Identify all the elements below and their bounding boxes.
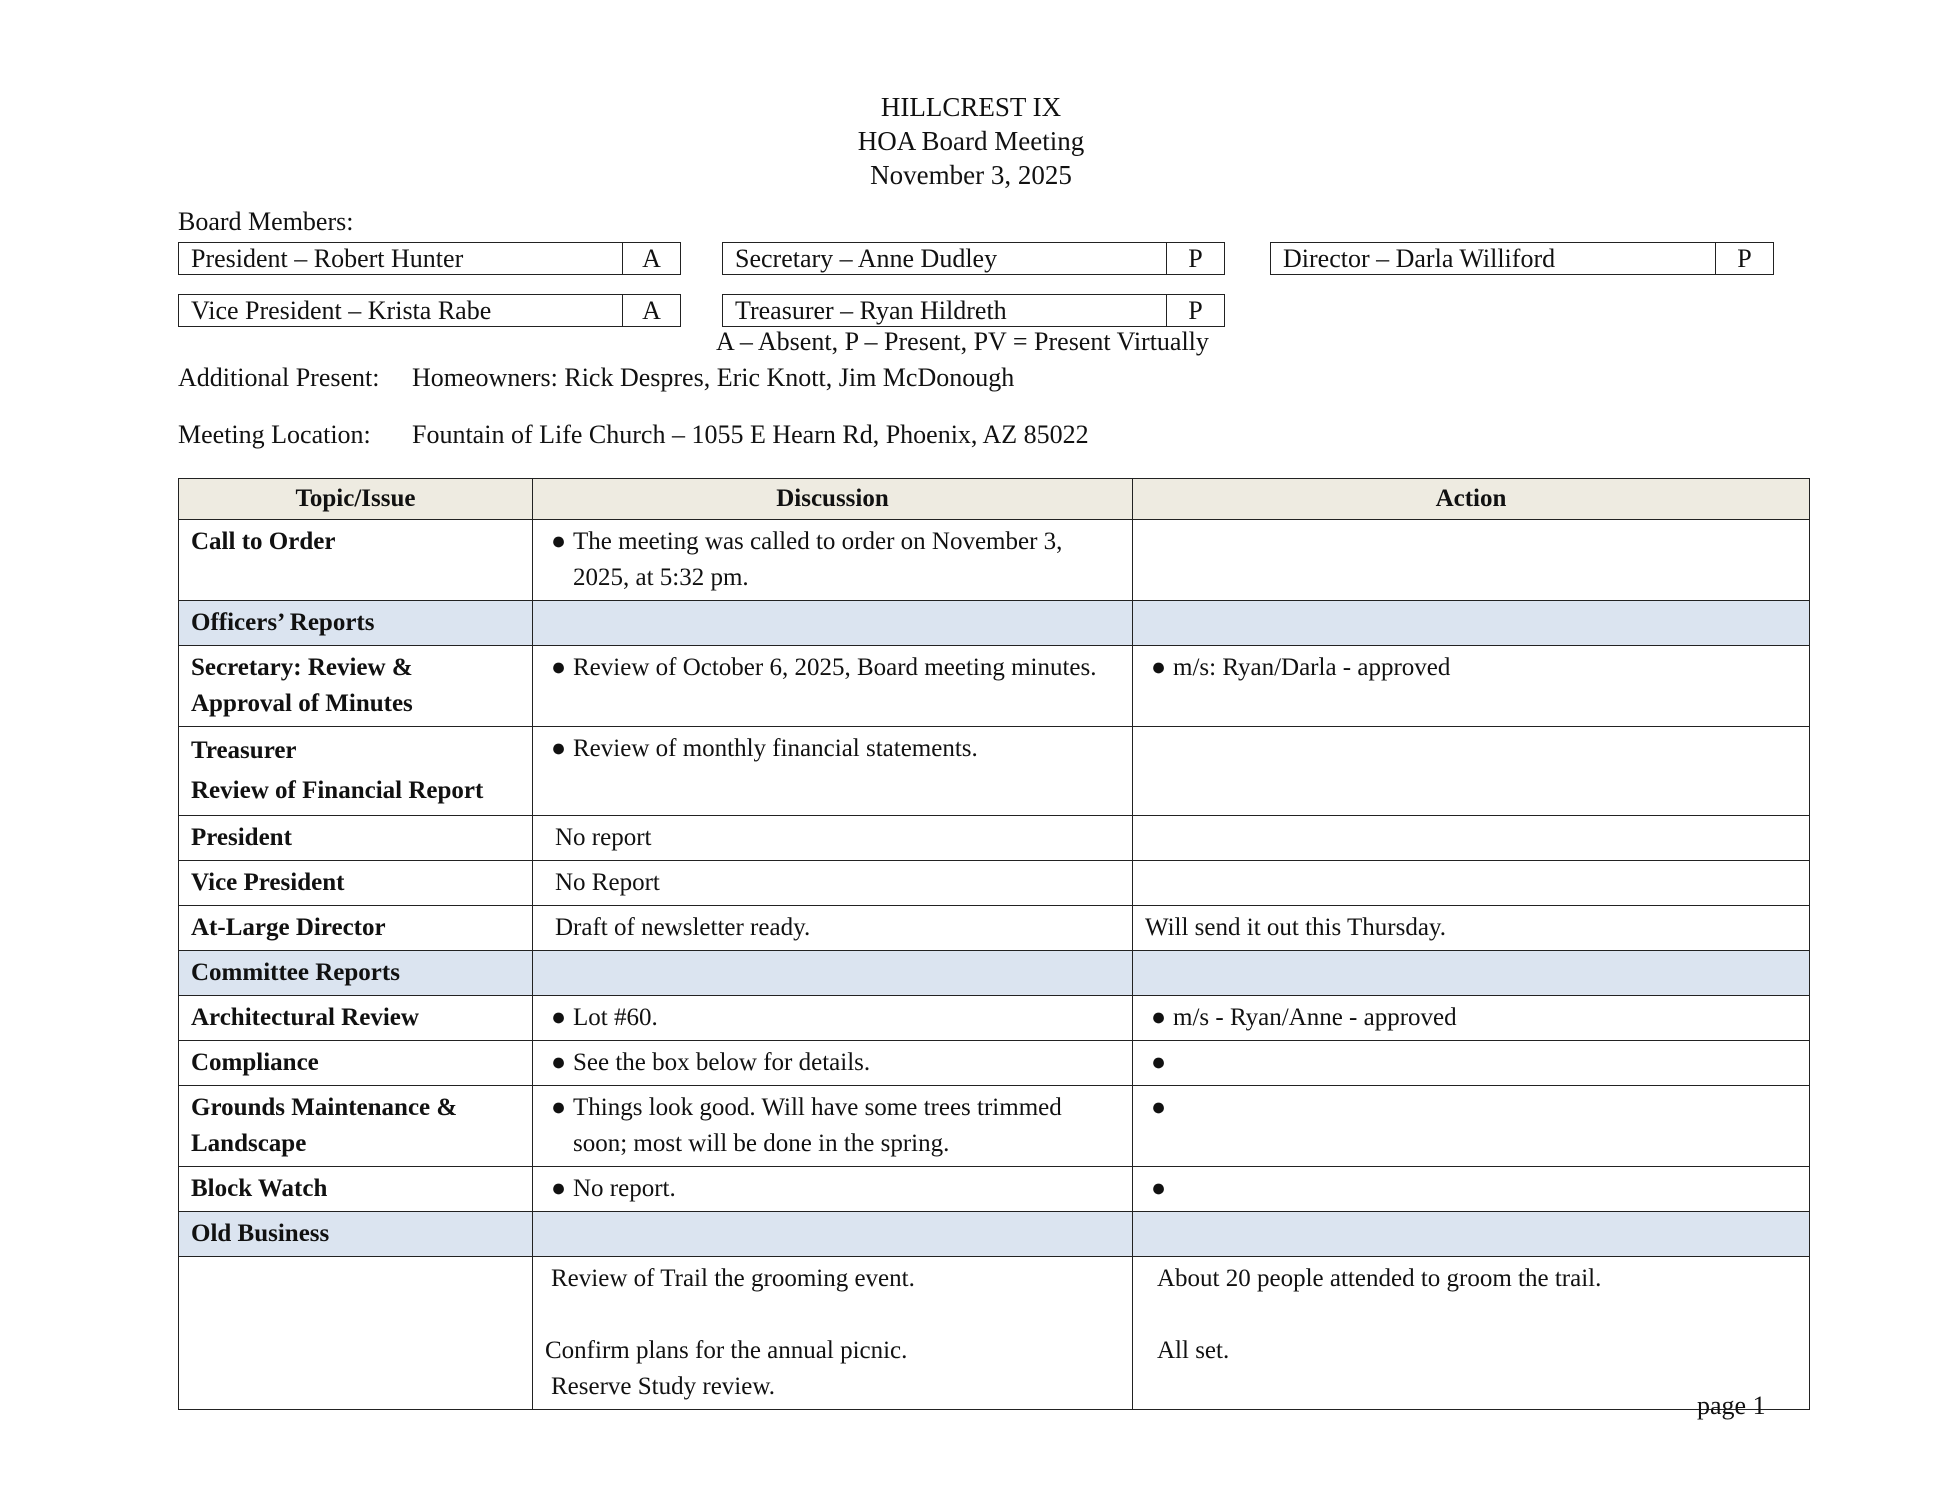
topic-cell: Vice President <box>179 861 533 906</box>
action-cell <box>1133 906 1810 951</box>
discussion-text: See the box below for details. <box>573 1049 871 1076</box>
action-cell <box>1133 727 1810 816</box>
bullet-icon: ● <box>551 1094 567 1121</box>
action-cell <box>1133 816 1810 861</box>
action-cell <box>1133 646 1810 727</box>
section-title: Old Business <box>179 1212 533 1257</box>
row-old-business-items <box>179 1257 1810 1410</box>
board-members-label: Board Members: <box>178 207 354 236</box>
discussion-cell <box>533 1041 1133 1086</box>
member-name: Vice President – Krista Rabe <box>179 295 623 326</box>
action-cell <box>1133 1167 1810 1212</box>
topic-line: Grounds Maintenance & <box>191 1094 458 1121</box>
bullet-icon: ● <box>1151 654 1167 681</box>
discussion-text: No Report <box>555 869 660 896</box>
topic-cell: At-Large Director <box>179 906 533 951</box>
discussion-text: Draft of newsletter ready. <box>555 914 811 941</box>
action-cell <box>1133 996 1810 1041</box>
discussion-cell <box>533 1167 1133 1212</box>
bullet-icon: ● <box>551 735 567 762</box>
member-status: P <box>1737 244 1752 273</box>
discussion-cell <box>533 1086 1133 1167</box>
member-name: Secretary – Anne Dudley <box>723 243 1167 274</box>
section-title: Officers’ Reports <box>179 601 533 646</box>
row-block-watch <box>179 1167 1810 1212</box>
empty-cell <box>1133 601 1810 646</box>
page-number: page 1 <box>1697 1391 1766 1420</box>
discussion-cell <box>533 996 1133 1041</box>
discussion-cell <box>533 1257 1133 1410</box>
bullet-icon: ● <box>551 1175 567 1202</box>
row-call-to-order <box>179 520 1810 601</box>
bullet-icon: ● <box>1151 1049 1167 1076</box>
topic-line: Treasurer <box>191 737 297 764</box>
header-topic: Topic/Issue <box>179 479 533 520</box>
action-cell <box>1133 1086 1810 1167</box>
action-text: About 20 people attended to groom the trail. <box>1157 1265 1602 1292</box>
row-secretary <box>179 646 1810 727</box>
topic-line: Secretary: Review & <box>191 654 413 681</box>
discussion-cell <box>533 520 1133 601</box>
member-name: Director – Darla Williford <box>1271 243 1716 274</box>
member-director <box>1270 242 1774 275</box>
meeting-location-label: Meeting Location: <box>178 420 371 449</box>
member-vice-president <box>178 294 681 327</box>
discussion-text: No report. <box>573 1175 676 1202</box>
empty-cell <box>533 951 1133 996</box>
topic-cell <box>179 1086 533 1167</box>
meeting-location-row <box>178 419 1089 451</box>
empty-cell <box>1133 951 1810 996</box>
topic-line: Landscape <box>191 1130 307 1157</box>
topic-cell: President <box>179 816 533 861</box>
discussion-text: Lot #60. <box>573 1004 658 1031</box>
action-cell <box>1133 520 1810 601</box>
discussion-text: Confirm plans for the annual picnic. <box>545 1337 908 1364</box>
bullet-icon: ● <box>551 654 567 681</box>
row-at-large-director <box>179 906 1810 951</box>
empty-cell <box>179 1257 533 1410</box>
attendance-legend: A – Absent, P – Present, PV = Present Virtually <box>716 327 1209 356</box>
additional-present-value: Homeowners: Rick Despres, Eric Knott, Jim McDonough <box>412 363 1015 392</box>
member-status: A <box>642 296 661 325</box>
empty-cell <box>1133 1212 1810 1257</box>
row-treasurer <box>179 727 1810 816</box>
discussion-text: No report <box>555 824 652 851</box>
section-title: Committee Reports <box>179 951 533 996</box>
minutes-table <box>178 478 1810 1410</box>
table-header-row <box>179 479 1810 520</box>
action-text: All set. <box>1157 1337 1230 1364</box>
meeting-location-value: Fountain of Life Church – 1055 E Hearn Rd, Phoenix, AZ 85022 <box>412 420 1089 449</box>
section-row-old-business <box>179 1212 1810 1257</box>
discussion-cell <box>533 646 1133 727</box>
discussion-cell <box>533 861 1133 906</box>
member-status: A <box>642 244 661 273</box>
action-text: m/s: Ryan/Darla - approved <box>1173 654 1451 681</box>
bullet-icon: ● <box>1151 1094 1167 1121</box>
discussion-text: Review of October 6, 2025, Board meeting minutes. <box>573 654 1097 681</box>
topic-cell: Architectural Review <box>179 996 533 1041</box>
topic-cell: Call to Order <box>179 520 533 601</box>
action-cell <box>1133 1257 1810 1410</box>
bullet-icon: ● <box>1151 1175 1167 1202</box>
discussion-text: Reserve Study review. <box>551 1373 776 1400</box>
bullet-icon: ● <box>551 1004 567 1031</box>
topic-cell: Block Watch <box>179 1167 533 1212</box>
discussion-text: The meeting was called to order on November 3, 2025, at 5:32 pm. <box>573 528 1063 591</box>
action-text: Will send it out this Thursday. <box>1145 914 1447 941</box>
topic-line: Review of Financial Report <box>191 777 484 804</box>
additional-present-row <box>178 362 1014 394</box>
section-row-officers <box>179 601 1810 646</box>
member-treasurer <box>722 294 1225 327</box>
empty-cell <box>533 601 1133 646</box>
empty-cell <box>533 1212 1133 1257</box>
topic-cell <box>179 727 533 816</box>
discussion-text: Things look good. Will have some trees trimmed soon; most will be done in the spring. <box>573 1094 1062 1157</box>
action-cell <box>1133 1041 1810 1086</box>
row-grounds <box>179 1086 1810 1167</box>
header-action: Action <box>1133 479 1810 520</box>
bullet-icon: ● <box>551 1049 567 1076</box>
additional-present-label: Additional Present: <box>178 363 380 392</box>
discussion-text: Review of Trail the grooming event. <box>551 1265 915 1292</box>
discussion-cell <box>533 906 1133 951</box>
member-status: P <box>1188 244 1203 273</box>
row-vice-president <box>179 861 1810 906</box>
member-president <box>178 242 681 275</box>
discussion-cell <box>533 816 1133 861</box>
member-status: P <box>1188 296 1203 325</box>
row-president <box>179 816 1810 861</box>
meeting-title: HOA Board Meeting <box>857 126 1085 156</box>
topic-cell: Compliance <box>179 1041 533 1086</box>
topic-cell <box>179 646 533 727</box>
discussion-cell <box>533 727 1133 816</box>
member-name: Treasurer – Ryan Hildreth <box>723 295 1167 326</box>
bullet-icon: ● <box>551 528 567 555</box>
section-row-committee <box>179 951 1810 996</box>
row-compliance <box>179 1041 1810 1086</box>
member-name: President – Robert Hunter <box>179 243 623 274</box>
discussion-text: Review of monthly financial statements. <box>573 735 978 762</box>
association-name: HILLCREST IX <box>880 92 1062 122</box>
member-secretary <box>722 242 1225 275</box>
bullet-icon: ● <box>1151 1004 1167 1031</box>
action-cell <box>1133 861 1810 906</box>
meeting-date: November 3, 2025 <box>870 160 1072 190</box>
action-text: m/s - Ryan/Anne - approved <box>1173 1004 1457 1031</box>
header-discussion: Discussion <box>533 479 1133 520</box>
row-architectural-review <box>179 996 1810 1041</box>
topic-line: Approval of Minutes <box>191 690 413 717</box>
